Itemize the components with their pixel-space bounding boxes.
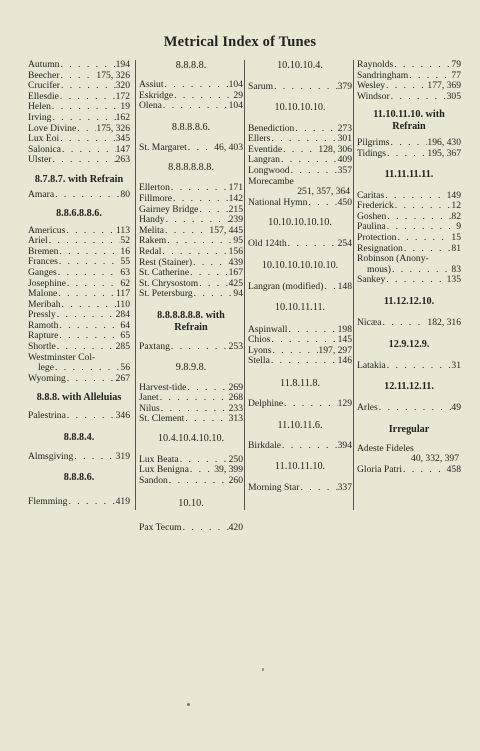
entry [357,465,461,476]
entry-page: 419 [115,495,130,507]
entry-page: 104 [228,79,243,90]
entry-page: 157, 445 [209,224,243,236]
entry-page: 254 [337,238,352,250]
entry [248,282,352,293]
entry-page: 135 [446,274,461,286]
entry-page: 172 [115,90,130,102]
entry-name: mous) [367,263,391,275]
entry-page: 95 [233,235,243,247]
entry-name: Paxtang [139,340,170,352]
entry-name: Shortle [28,341,56,353]
entry-name: St. Catherine [139,267,190,279]
entry-page: 337 [337,482,352,494]
entry-name: Janet [139,392,159,404]
entry-page: 145 [337,334,352,346]
entry-group [28,60,130,166]
entry-name: Ariel [28,235,48,247]
entry-page: 198 [337,323,352,335]
entry-page: 450 [337,196,352,208]
entry-page: 146 [337,355,352,367]
entry-page: 39, 399 [214,464,243,476]
entry-name: Irving [28,111,52,123]
entry-name: Protection [357,231,397,243]
entry-page: 80 [120,188,130,200]
entry-page: 345 [115,133,130,145]
entry-group [28,226,130,353]
entry [248,198,352,209]
entry [248,483,352,494]
entry-page: 319 [115,451,130,463]
entry-name: Nicæa [357,316,382,328]
entry-page: 260 [228,475,243,487]
entry-page: 129 [337,397,352,409]
entry-page: 196, 430 [427,137,461,149]
meter-heading: 10.10.10.10.10. [268,217,332,229]
entry-page: 357 [337,164,352,176]
entry-group [28,497,130,508]
entry-page: 420 [228,521,243,533]
entry-name: Sankey [357,274,386,286]
meter-heading: 11.10.11.10. with [373,109,445,121]
entry [139,101,243,112]
entry [28,374,130,385]
entry-name: Autumn [28,59,60,70]
entry-page: 301 [337,133,352,145]
entry [139,194,243,205]
entry-name: Gloria Patri [357,463,403,475]
entry [357,60,461,71]
entry-page: 167 [228,267,243,279]
entry-group [357,465,461,476]
entry-page: 113 [115,224,130,236]
meter-heading: 9.8.9.8. [175,361,207,373]
entry-name: Rapture [28,330,59,342]
entry-page: 194 [115,59,130,70]
meter-heading: 10.10.10.4. [277,60,323,71]
entry-name: Delphine [248,397,284,409]
entry [28,497,130,508]
entry-name: Langran [248,154,280,166]
entry-group [357,60,461,102]
entry-page: 263 [115,154,130,166]
entry [139,143,243,154]
entry-name: St. Margaret [139,141,187,153]
entry-name: Adeste Fideles [357,442,414,454]
entry-name: St. Petersburg [139,288,193,300]
entry-page: 346 [115,410,130,422]
entry [357,318,461,329]
entry-name: Robinson (Anony- [357,253,429,265]
entry-group [28,374,130,385]
entry-page: 82 [451,210,461,222]
entry-name: Morecambe [248,175,294,187]
entry-name: Lyons [248,344,272,356]
entry [28,155,130,166]
meter-heading: 8.8.8. with Alleluias [36,392,122,404]
entry-name: Olena [139,100,162,112]
entry [139,247,243,258]
entry-page: 162 [115,111,130,123]
entry-name: Americus [28,224,66,236]
entry-name: Meribah [28,298,61,310]
entry-name: Ramoth [28,319,59,331]
entry [28,452,130,463]
entry-page: 215 [228,203,243,215]
meter-heading: Refrain [392,121,426,133]
entry-page: 128, 306 [318,143,352,155]
entry-name: Langran (modified) [248,280,324,292]
entry-page: 117 [115,288,130,300]
entry-page: 425 [228,277,243,289]
entry-name: Sandon [139,475,168,487]
entry-name: Love Divine [28,122,77,134]
entry-name: Assiut [139,79,164,90]
page-title: Metrical Index of Tunes [163,34,317,50]
entry-name: Ellerton [139,182,170,194]
entry-page: 313 [228,413,243,425]
entry-page: 253 [228,340,243,352]
entry [357,275,461,286]
entry [248,166,352,177]
meter-heading: 8.8.8.4. [63,432,95,444]
entry-name: Lux Benigna [139,464,189,476]
meter-heading: 11.8.11.8. [280,377,320,389]
entry-name: Frances [28,256,58,268]
meter-heading: Irregular [388,423,430,435]
entry-page: 195, 367 [427,147,461,159]
entry-group [28,411,130,422]
entry-name: Ellesdie [28,90,59,102]
entry-page: 269 [228,381,243,393]
entry-page: 394 [337,439,352,451]
entry-page: 29 [233,89,243,101]
entry-name: Morning Star [248,482,300,494]
entry-group [139,523,243,534]
entry-name: Melita [139,224,165,236]
entry-page: 40, 332, 397 [411,453,459,465]
entry-name: Lux Beata [139,453,179,465]
entry-group [139,455,243,487]
entry-group [248,282,352,293]
entry-group [248,483,352,494]
entry-group [248,325,352,367]
entry-page: 81 [451,242,461,254]
entry-name: Ganges [28,266,57,278]
meter-heading: 8.7.8.7. with Refrain [34,173,124,185]
meter-heading: 10.10.10.10.10.10. [261,259,339,271]
entry-group [139,183,243,300]
entry-name: Beecher [28,69,60,81]
entry-name: Handy [139,214,165,226]
entry-name: Bremen [28,245,59,257]
entry-page: 62 [120,277,130,289]
entry-page: 175, 326 [96,69,130,81]
entry-name: Frederick [357,200,394,212]
entry-group [248,441,352,452]
entry [357,233,461,244]
entry-page: 177, 369 [427,80,461,92]
entry-page: 16 [120,245,130,257]
meter-heading: 8.8.8.8. [175,60,207,71]
entry-name: Josephine [28,277,66,289]
entry [248,399,352,410]
meter-heading: 12.11.12.11. [384,381,434,393]
entry-group [248,239,352,250]
entry-name: Wesley [357,80,385,92]
entry [248,82,352,93]
entry [28,411,130,422]
meter-heading: 10.10. [178,497,204,509]
entry-name: Longwood [248,164,290,176]
meter-heading: 12.9.12.9. [388,338,430,350]
entry-name: Fillmore [139,192,173,204]
entry-name: Stella [248,355,270,367]
entry-group [28,190,130,201]
entry-page: 46, 403 [214,141,243,153]
entry-page: 83 [451,263,461,275]
entry-group [139,383,243,425]
print-mark [262,668,264,671]
entry-page: 458 [446,463,461,475]
entry-name: Lux Eoi [28,133,60,145]
entry-page: 379 [337,81,352,92]
entry-page: 268 [228,392,243,404]
entry-group [357,403,461,414]
entry [357,149,461,160]
entry-page: 19 [120,101,130,113]
entry-page: 267 [115,372,130,384]
meter-heading: 8.8.8.6. [63,471,95,483]
entry-name: Redal [139,245,162,257]
entry [28,268,130,279]
entry-group [357,361,461,372]
entry-group [248,124,352,177]
entry-name: Ulster [28,154,52,166]
entry-page: 49 [451,402,461,414]
entry-name: Raynolds [357,59,394,70]
entry-page: 439 [228,256,243,268]
entry-name: Flemming [28,495,68,507]
column-3 [244,60,352,510]
entry-page: 197, 297 [318,344,352,356]
entry-page: 251, 357, 364 [297,186,350,198]
entry-page: 15 [451,231,461,243]
entry-name: Windsor [357,90,390,102]
entry [28,113,130,124]
meter-heading: 10.4.10.4.10.10. [157,432,225,444]
meter-heading: Refrain [174,321,208,333]
entry-name: Eventide [248,143,283,155]
entry-page: 149 [446,189,461,201]
entry-page: 12 [451,200,461,212]
entry-group [139,80,243,112]
entry-group [248,82,352,93]
entry-group [357,138,461,159]
entry-page: 148 [337,280,352,292]
meter-heading: 8.8.8.8.8.8. [168,162,214,174]
meter-heading: 8.8.8.8.8.8. with [157,309,225,321]
entry-name: Nilus [139,402,160,414]
entry-name: St. Chrysostom [139,277,199,289]
entry-page: 64 [120,319,130,331]
entry-name: Rest (Stainer) [139,256,193,268]
entry-name: Latakia [357,359,386,371]
entry-page: 182, 316 [427,316,461,328]
entry-group [248,399,352,410]
entry-name: lege [38,362,54,374]
entry-name: Pilgrims [357,137,390,149]
entry-name: Eskridge [139,89,174,101]
entry-page: 147 [115,143,130,155]
column-1 [28,60,130,510]
entry-name: Paulina [357,221,386,233]
entry-group [139,342,243,353]
entry-name: Palestrina [28,410,66,422]
entry [139,80,243,91]
entry [139,476,243,487]
entry-page: 9 [456,221,461,233]
entry-page: 320 [115,80,130,92]
entry-name: Almsgiving [28,451,74,463]
meter-heading: 10.10.11.11. [274,301,326,313]
entry-name: Ellers [248,133,271,145]
entry-page: 175, 326 [96,122,130,134]
entry [139,342,243,353]
entry-page: 77 [451,69,461,81]
entry-name: Chios [248,334,271,346]
entry-name: Tidings [357,147,386,159]
column-4 [353,60,461,510]
entry-name: St. Clement [139,413,185,425]
meter-heading: 11.10.11.6. [277,419,323,431]
entry-name: Gairney Bridge [139,203,199,215]
entry [248,441,352,452]
entry-name: Salonica [28,143,62,155]
entry-group [357,191,461,255]
entry-name: Westminster Col- [28,351,96,363]
column-2 [135,60,243,533]
entry-page: 110 [115,298,130,310]
entry-page: 409 [337,154,352,166]
entry-name: Harvest-tide [139,381,187,393]
entry-name: Sarum [248,81,274,92]
entry [139,523,243,534]
entry-page: 56 [120,362,130,374]
entry-name: Wyoming [28,372,66,384]
entry-group [28,452,130,463]
entry-page: 171 [228,182,243,194]
entry-page: 104 [228,100,243,112]
entry-name: Old 124th [248,238,287,250]
entry [28,60,130,71]
meter-heading: 8.8.6.8.8.6. [56,207,102,219]
entry-group [357,275,461,286]
entry-page: 63 [120,266,130,278]
entry [357,361,461,372]
entry-page: 284 [115,309,130,321]
entry-page: 233 [228,402,243,414]
entry-name: Goshen [357,210,387,222]
meter-heading: 11.12.12.10. [383,295,435,307]
meter-heading: 11.10.11.10. [274,461,326,473]
entry-group [139,143,243,154]
entry-page: 250 [228,453,243,465]
entry-name: Birkdale [248,439,282,451]
entry-name: Benediction [248,122,295,134]
entry [28,190,130,201]
entry-name: Pressly [28,309,56,321]
entry-page: 79 [451,59,461,70]
entry-page: 285 [115,341,130,353]
entry-page: 65 [120,330,130,342]
entry-name: Aspinwall [248,323,288,335]
entry [248,356,352,367]
entry-name: Helen [28,101,51,113]
entry-page: 305 [446,90,461,102]
entry [357,403,461,414]
entry [248,239,352,250]
entry-page: 273 [337,122,352,134]
entry [139,289,243,300]
entry-name: Crucifer [28,80,60,92]
entry-name: Sandringham [357,69,409,81]
entry [139,414,243,425]
entry-page: 156 [228,245,243,257]
entry-name: Pax Tecum [139,521,182,533]
entry-name: Malone [28,288,58,300]
entry-page: 55 [120,256,130,268]
entry-page: 142 [228,192,243,204]
meter-heading: 8.8.8.8.6. [171,121,211,133]
entry-name: Arles [357,402,378,414]
entry-name: Caritas [357,189,385,201]
entry-name: Amara [28,188,55,200]
entry-page: 52 [120,235,130,247]
entry-page: 94 [233,288,243,300]
print-mark [187,703,190,706]
entry [357,92,461,103]
entry-name: Rakem [139,235,167,247]
entry-group [248,198,352,209]
meter-heading: 10.10.10.10. [274,101,326,113]
entry-page: 239 [228,214,243,226]
meter-heading: 11.11.11.11. [384,168,434,180]
entry-group [357,318,461,329]
entry-name: Resignation [357,242,403,254]
entry-name: National Hymn [248,196,308,208]
entry-page: 31 [451,359,461,371]
